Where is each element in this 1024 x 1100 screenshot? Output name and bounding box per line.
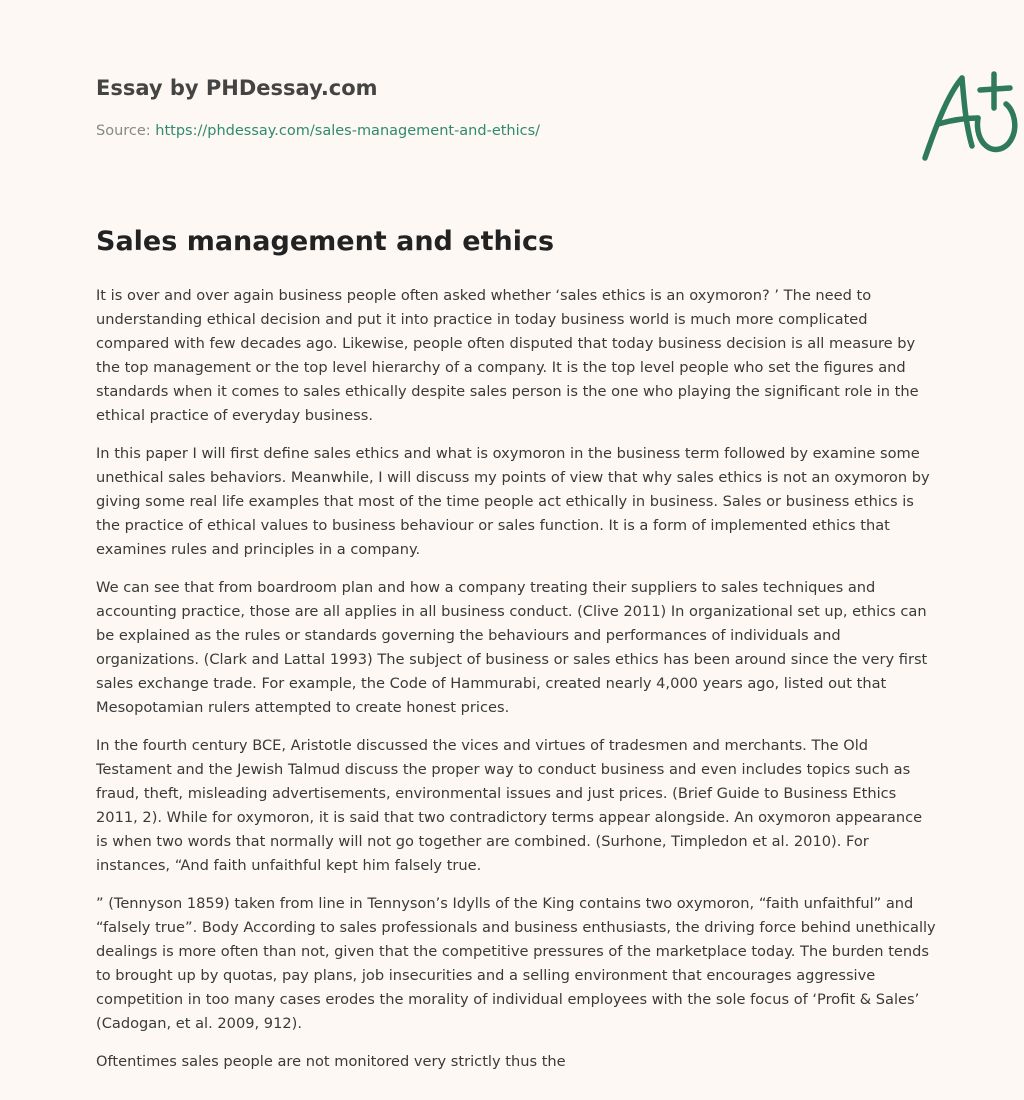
essay-paragraph: It is over and over again business people often asked whether ‘sales ethics is an oxymoron? ’ The need to understanding ethical decision and put it into practice in today business world is much more complicated compared with few decades ago. Likewise, people often disputed that today business decision is all measure by the top management or the top level hierarchy of a company. It is the top level people who set the figures and standards when it comes to sales ethically despite sales person is the one who playing the significant role in the ethical practice of everyday business. [96, 287, 919, 424]
site-brand: Essay by PHDessay.com [96, 76, 378, 100]
source-label: Source: [96, 123, 151, 139]
essay-title: Sales management and ethics [96, 226, 555, 257]
a-crossbar [938, 118, 978, 124]
a-right-stroke [962, 78, 972, 146]
essay-body [96, 284, 936, 1088]
plus-horizontal [980, 88, 1010, 90]
smile-curve [977, 104, 1014, 150]
essay-paragraph: We can see that from boardroom plan and how a company treating their suppliers to sales techniques and accounting practice, those are all applies in all business conduct. (Clive 2011) In organizational set up, ethics can be explained as the rules or standards governing the behaviours and performances of individuals and organizations. (Clark and Lattal 1993) The subject of business or sales ethics has been around since the very first sales exchange trade. For example, the Code of Hammurabi, created nearly 4,000 years ago, listed out that Mesopotamian rulers attempted to create honest prices. [96, 579, 928, 716]
essay-paragraph: In this paper I will first define sales ethics and what is oxymoron in the business term followed by examine some unethical sales behaviors. Meanwhile, I will discuss my points of view that why sales ethics is not an oxymoron by giving some real life examples that most of the time people act ethically in business. Sales or business ethics is the practice of ethical values to business behaviour or sales function. It is a form of implemented ethics that examines rules and principles in a company. [96, 445, 930, 558]
essay-paragraph: In the fourth century BCE, Aristotle discussed the vices and virtues of tradesmen and merchants. The Old Testament and the Jewish Talmud discuss the proper way to conduct business and even includes topics such as fraud, theft, misleading advertisements, environmental issues and just prices. (Brief Guide to Business Ethics 2011, 2). While for oxymoron, it is said that two contradictory terms appear alongside. An oxymoron appearance is when two words that normally will not go together are combined. (Surhone, Timpledon et al. 2010). For instances, “And faith unfaithful kept him falsely true. [96, 737, 923, 874]
source-line [96, 123, 540, 139]
essay-paragraph: Oftentimes sales people are not monitored very strictly thus the [96, 1053, 566, 1070]
a-plus-grade-icon [918, 66, 1024, 166]
essay-paragraph: ” (Tennyson 1859) taken from line in Tennyson’s Idylls of the King contains two oxymoron, “faith unfaithful” and “falsely true”. Body According to sales professionals and business enthusiasts, the driving force behind unethically dealings is more often than not, given that the competitive pressures of the marketplace today. The burden tends to brought up by quotas, pay plans, job insecurities and a selling environment that encourages aggressive competition in too many cases erodes the morality of individual employees with the sole focus of ‘Profit & Sales’ (Cadogan, et al. 2009, 912). [96, 895, 936, 1032]
source-link[interactable]: https://phdessay.com/sales-management-and-ethics/ [155, 123, 541, 139]
